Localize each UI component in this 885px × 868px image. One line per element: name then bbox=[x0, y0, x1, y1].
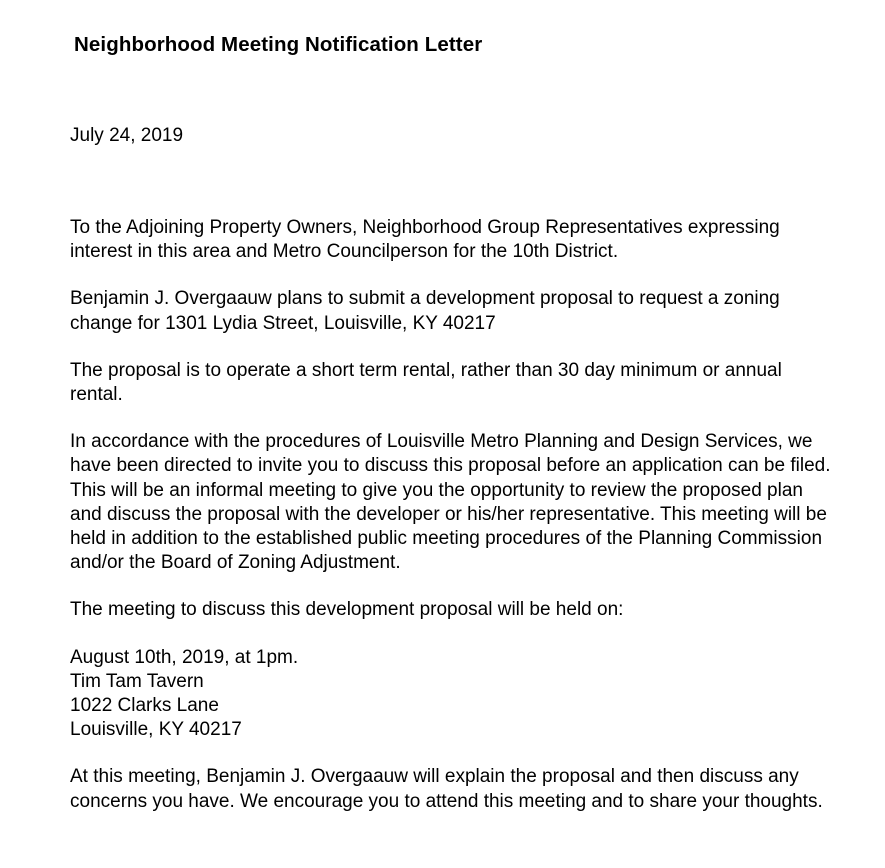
letter-body bbox=[70, 216, 838, 814]
meeting-datetime: August 10th, 2019, at 1pm. bbox=[70, 646, 299, 668]
page-title: Neighborhood Meeting Notification Letter bbox=[74, 33, 483, 56]
paragraph-meeting-intro: The meeting to discuss this development proposal will be held on: bbox=[70, 599, 624, 621]
meeting-details-block bbox=[70, 646, 838, 743]
meeting-venue-street: 1022 Clarks Lane bbox=[70, 695, 219, 717]
paragraph-closing: At this meeting, Benjamin J. Overgaauw will explain the proposal and then discuss any concerns you have. We encourage you to attend this meeting and to share your thoughts. bbox=[70, 766, 823, 812]
meeting-venue-name: Tim Tam Tavern bbox=[70, 670, 204, 692]
meeting-venue-city-state-zip: Louisville, KY 40217 bbox=[70, 719, 242, 741]
paragraph-applicant-request: Benjamin J. Overgaauw plans to submit a development proposal to request a zoning change for 1301 Lydia Street, Louisville, KY 40217 bbox=[70, 288, 786, 334]
paragraph-procedures: In accordance with the procedures of Louisville Metro Planning and Design Services, we have been directed to invite you to discuss this proposal before an application can be filed. This will be an informal meeting to give you the opportunity to review the proposed plan and discuss the proposal with the developer or his/her representative. This meeting will be held in addition to the established public meeting procedures of the Planning Commission and/or the Board of Zoning Adjustment. bbox=[70, 431, 836, 574]
paragraph-proposal-summary: The proposal is to operate a short term rental, rather than 30 day minimum or annual rental. bbox=[70, 359, 788, 406]
paragraph-recipients: To the Adjoining Property Owners, Neighborhood Group Representatives expressing interest in this area and Metro Councilperson for the 10th District. bbox=[70, 217, 786, 263]
letter-date: July 24, 2019 bbox=[70, 125, 184, 146]
